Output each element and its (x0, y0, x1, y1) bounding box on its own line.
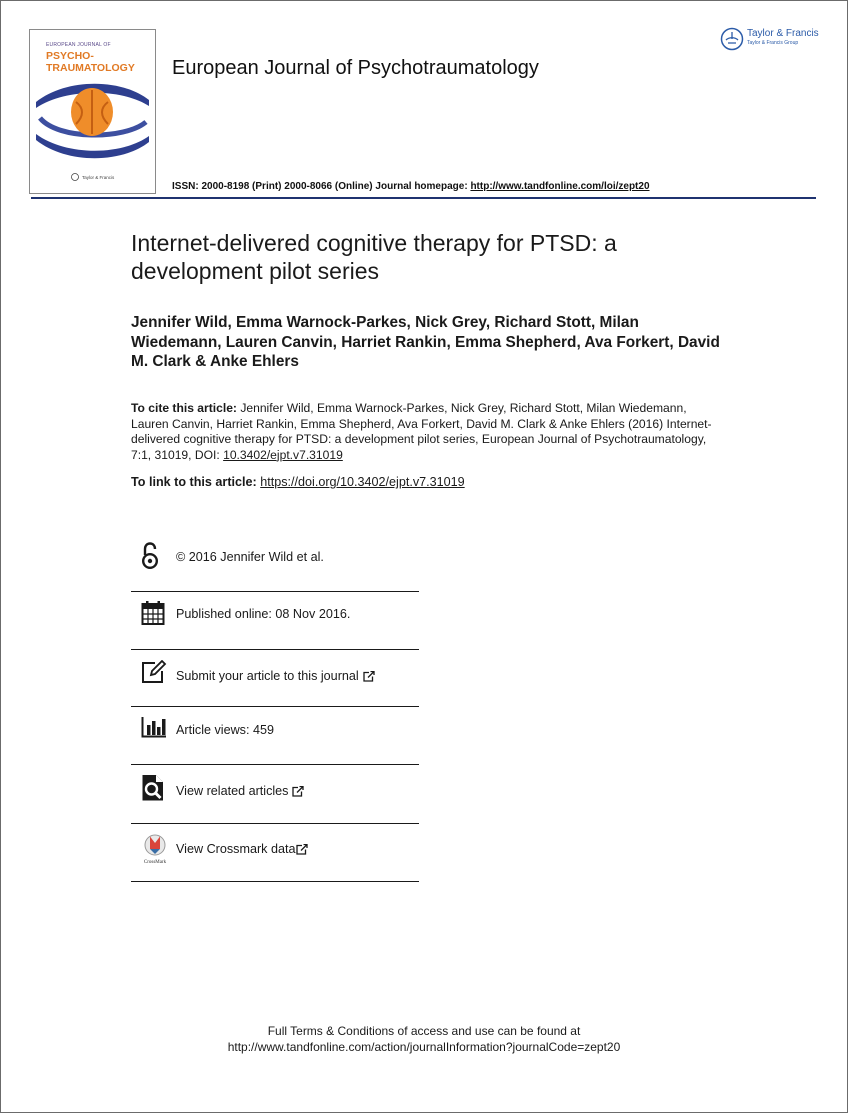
edit-icon (141, 660, 167, 684)
author-list: Jennifer Wild, Emma Warnock-Parkes, Nick Grey, Richard Stott, Milan Wiedemann, Lauren Canvin, Harriet Rankin, Emma Shepherd, Ava Forkert, David M. Clark & Anke Ehlers (131, 314, 720, 370)
info-item-submit[interactable] (131, 650, 419, 707)
cite-label: To cite this article: (131, 401, 237, 415)
cover-title (46, 50, 135, 74)
info-item-views (131, 707, 419, 765)
article-link-line (131, 475, 465, 489)
external-link-icon (363, 671, 375, 682)
journal-cover[interactable] (29, 29, 156, 194)
info-item-crossmark[interactable] (131, 824, 419, 882)
crossmark-text: View Crossmark data (176, 842, 296, 856)
crossmark-badge-label: CrossMark (143, 860, 167, 864)
cover-publisher-icon (70, 173, 80, 181)
open-access-icon (141, 542, 159, 570)
crossmark-icon (141, 834, 169, 864)
copyright-text: © 2016 Jennifer Wild et al. (176, 550, 324, 564)
footer (0, 1024, 848, 1055)
publisher-group: Taylor & Francis Group (747, 40, 799, 46)
header-divider (31, 197, 816, 199)
submit-text: Submit your article to this journal (176, 669, 359, 683)
journal-homepage-link[interactable]: http://www.tandfonline.com/loi/zept20 (470, 181, 650, 192)
cover-title-line2: TRAUMATOLOGY (46, 62, 135, 74)
related-articles-icon (141, 774, 165, 802)
info-item-published (131, 592, 419, 650)
footer-terms-link[interactable]: http://www.tandfonline.com/action/journalInformation?journalCode=zept20 (227, 1039, 621, 1054)
footer-terms-text: Full Terms & Conditions of access and use can be found at (267, 1024, 581, 1038)
publisher-name: Taylor & Francis (747, 28, 819, 39)
related-articles-link[interactable] (176, 784, 304, 798)
external-link-icon (296, 844, 308, 855)
external-link-icon (292, 786, 304, 797)
issn-text: ISSN: 2000-8198 (Print) 2000-8066 (Online) Journal homepage: (172, 181, 471, 192)
info-item-copyright (131, 535, 419, 592)
published-date: Published online: 08 Nov 2016. (176, 607, 351, 621)
cover-title-line1: PSYCHO- (46, 50, 94, 62)
calendar-icon (141, 600, 165, 626)
cover-series-label: EUROPEAN JOURNAL OF (46, 42, 111, 48)
cover-brain-eye-art (36, 82, 149, 162)
cite-doi-link[interactable]: 10.3402/ejpt.v7.31019 (223, 447, 343, 462)
article-info-list (131, 535, 419, 882)
crossmark-link[interactable] (176, 842, 308, 856)
info-item-related[interactable] (131, 765, 419, 824)
bar-chart-icon (141, 716, 167, 738)
submit-article-link[interactable] (176, 669, 375, 683)
cite-text: Jennifer Wild, Emma Warnock-Parkes, Nick Grey, Richard Stott, Milan Wiedemann, Lauren Canvin, Harriet Rankin, Emma Shepherd, Ava Forkert, David M. Clark & Anke Ehlers (2016) Internet-delivered cognitive therapy for PTSD: a development pilot series, European Journal of Psychotraumatology, 7:1, 31019, DOI: (131, 401, 712, 462)
article-views: Article views: 459 (176, 723, 274, 737)
article-doi-link[interactable]: https://doi.org/10.3402/ejpt.v7.31019 (260, 475, 465, 489)
link-label: To link to this article: (131, 475, 261, 489)
issn-line (172, 181, 650, 192)
related-text: View related articles (176, 784, 289, 798)
journal-name: European Journal of Psychotraumatology (172, 57, 539, 79)
taylor-francis-logo-icon[interactable] (720, 27, 744, 51)
cover-publisher: Taylor & Francis (82, 175, 115, 180)
article-title: Internet-delivered cognitive therapy for PTSD: a development pilot series (131, 230, 617, 284)
citation-block (131, 401, 721, 463)
